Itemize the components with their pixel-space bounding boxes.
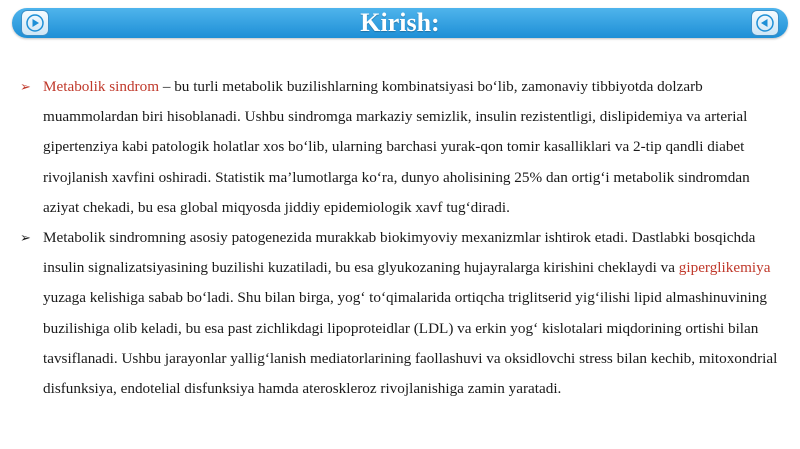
page-title: Kirish: [360, 8, 440, 37]
bullet-arrow-icon: ➢ [20, 230, 31, 246]
term-giperglikemiya: giperglikemiya [678, 259, 771, 277]
next-slide-button[interactable] [751, 10, 779, 36]
play-left-icon [26, 14, 44, 32]
paragraph-text: – bu turli metabolik buzilishlarning kombinatsiyasi bo‘lib, zamonaviy tibbiyotda dolzarb muammolardan biri hisoblanadi. Ushbu sindromga markaziy semizlik, insulin rezistentligi, dislipidemiya va arterial gipertenziya kabi patologik holatlar xos bo‘lib, ularning barchasi yurak-qon tomir kasalliklari va 2-tip qandli diabet rivojlanish xavfini oshiradi. Statistik ma’lumotlarga ko‘ra, dunyo aholisining 25% dan ortig‘i metabolik sindromdan aziyat chekadi, bu esa global miqyosda jiddiy epidemiologik xavf tug‘diradi. [43, 78, 750, 216]
bullet-arrow-icon: ➢ [20, 79, 31, 94]
play-right-icon [756, 14, 774, 32]
paragraph-metabolik-sindrom [20, 72, 780, 223]
paragraph-text-before: Metabolik sindromning asosiy patogenezida murakkab biokimyoviy mexanizmlar ishtirok etadi. Dastlabki bosqichda insulin signalizatsiyasining buzilishi kuzatiladi, bu esa glyukozaning hujayralarga kirishini cheklaydi va [43, 229, 756, 277]
term-metabolik-sindrom: Metabolik sindrom [43, 78, 160, 95]
prev-slide-button[interactable] [21, 10, 49, 36]
slide-content [20, 72, 780, 404]
paragraph-patogenez [20, 223, 780, 404]
paragraph-text-after: yuzaga kelishiga sabab bo‘ladi. Shu bilan birga, yog‘ to‘qimalarida ortiqcha triglitserid yig‘ilishi lipid almashinuvining buzilishiga olib keladi, bu esa past zichlikdagi lipoproteidlar (LDL) va erkin yog‘ kislotalari miqdorining ortishi bilan tavsiflanadi. Ushbu jarayonlar yallig‘lanish mediatorlarining faollashuvi va oksidlovchi stress bilan kechib, mitoxondrial disfunksiya, endotelial disfunksiya hamda ateroskleroz rivojlanishiga zamin yaratadi. [43, 289, 778, 398]
